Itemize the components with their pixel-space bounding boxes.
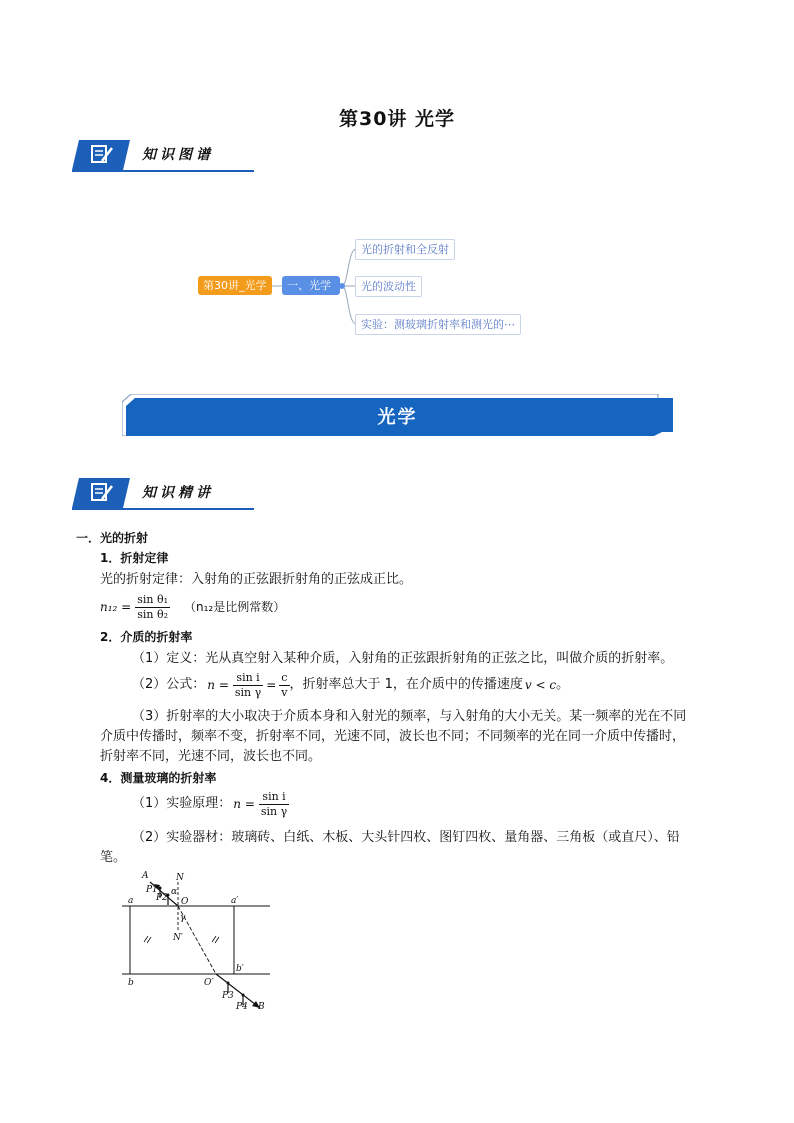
mind-map: [0, 0, 794, 360]
notepad-pencil-icon: [90, 481, 114, 503]
mindmap-leaf-node: 光的波动性: [355, 276, 422, 297]
mindmap-mid-node: 一、光学: [282, 276, 340, 295]
paragraph-dependence-line3: 折射率不同，光速不同，波长也不同。: [100, 749, 322, 764]
paragraph-experiment-principle: [132, 786, 289, 822]
svg-text:γ: γ: [180, 913, 186, 923]
subheading-refractive-index: 2．介质的折射率: [100, 630, 193, 644]
svg-text:P3: P3: [222, 991, 234, 1001]
formula-note: （n₁₂是比例常数）: [184, 600, 286, 614]
paragraph-equipment-line1: （2）实验器材：玻璃砖、白纸、木板、大头针四枚、图钉四枚、量角器、三角板（或直尺）、铅: [132, 830, 680, 845]
formula-numerator: sin i: [259, 790, 289, 805]
formula-numerator: sin θ₁: [137, 592, 168, 606]
svg-text:P4: P4: [236, 1002, 248, 1012]
formula-suffix: ，折射率总大于 1，在介质中的传播速度: [289, 677, 523, 692]
formula-denominator: sin θ₂: [137, 607, 168, 621]
formula-end: 。: [556, 677, 570, 692]
paragraph-formula: [132, 667, 569, 703]
formula-lhs: n₁₂ =: [100, 600, 132, 614]
section-header-knowledge-explain: [72, 476, 254, 510]
page-title: 第30讲 光学: [338, 108, 456, 130]
formula-equals: =: [266, 678, 277, 692]
svg-text:P1: P1: [146, 885, 158, 895]
svg-text:α: α: [171, 887, 178, 897]
formula-denominator: sin γ: [260, 804, 288, 818]
section-label: 知识图谱: [142, 147, 214, 163]
formula-numerator: sin i: [233, 671, 263, 686]
glass-refraction-diagram: [118, 868, 278, 1016]
svg-text:N′: N′: [173, 933, 183, 943]
paragraph-refraction-law: 光的折射定律：入射角的正弦跟折射角的正弦成正比。: [100, 572, 413, 587]
banner-title: 光学: [377, 407, 418, 428]
svg-text:O: O: [181, 897, 189, 907]
formula-speed-relation: v < c: [524, 678, 557, 692]
svg-text:a: a: [128, 896, 134, 906]
chapter-banner: [122, 394, 673, 436]
subheading-refraction-law: 1．折射定律: [100, 551, 169, 565]
svg-text:a′: a′: [231, 896, 239, 906]
mindmap-leaf-node: 光的折射和全反射: [355, 239, 455, 260]
svg-text:b′: b′: [236, 964, 244, 974]
paragraph-definition: （1）定义：光从真空射入某种介质，入射角的正弦跟折射角的正弦之比，叫做介质的折射率。: [132, 651, 674, 666]
formula-denominator: v: [281, 685, 288, 699]
paragraph-dependence-line2: 介质中传播时，频率不变，折射率不同，光速不同，波长也不同；不同频率的光在同一介质中传播时，: [100, 729, 686, 744]
formula-prefix: （2）公式：: [132, 677, 206, 692]
svg-text:b: b: [128, 978, 134, 988]
formula-numerator: c: [279, 671, 289, 686]
formula-n: n =: [207, 678, 229, 692]
principle-prefix: （1）实验原理：: [132, 796, 232, 811]
mindmap-root-node: 第30讲_光学: [198, 276, 272, 295]
section-underline: [72, 508, 254, 510]
paragraph-dependence-line1: （3）折射率的大小取决于介质本身和入射光的频率，与入射角的大小无关。某一频率的光在不同: [132, 709, 687, 724]
svg-text:O′: O′: [204, 978, 214, 988]
formula-refraction-law: [100, 590, 285, 624]
subheading-measure-glass: 4．测量玻璃的折射率: [100, 771, 217, 785]
mind-map-connectors: [0, 0, 794, 360]
svg-text:B: B: [258, 1002, 265, 1012]
formula-n: n =: [233, 797, 255, 811]
paragraph-equipment-line2: 笔。: [100, 850, 127, 865]
formula-fraction: [279, 671, 289, 700]
svg-text:P2: P2: [156, 893, 168, 903]
formula-fraction: [259, 790, 289, 819]
mindmap-leaf-node: 实验：测玻璃折射率和测光的⋯: [355, 314, 521, 335]
section-label: 知识精讲: [142, 485, 214, 501]
svg-text:N: N: [176, 873, 184, 883]
heading-refraction: 一．光的折射: [76, 531, 149, 545]
formula-denominator: sin γ: [234, 685, 262, 699]
formula-fraction: [233, 671, 263, 700]
svg-text:A: A: [142, 871, 149, 881]
formula-fraction: [135, 593, 170, 622]
